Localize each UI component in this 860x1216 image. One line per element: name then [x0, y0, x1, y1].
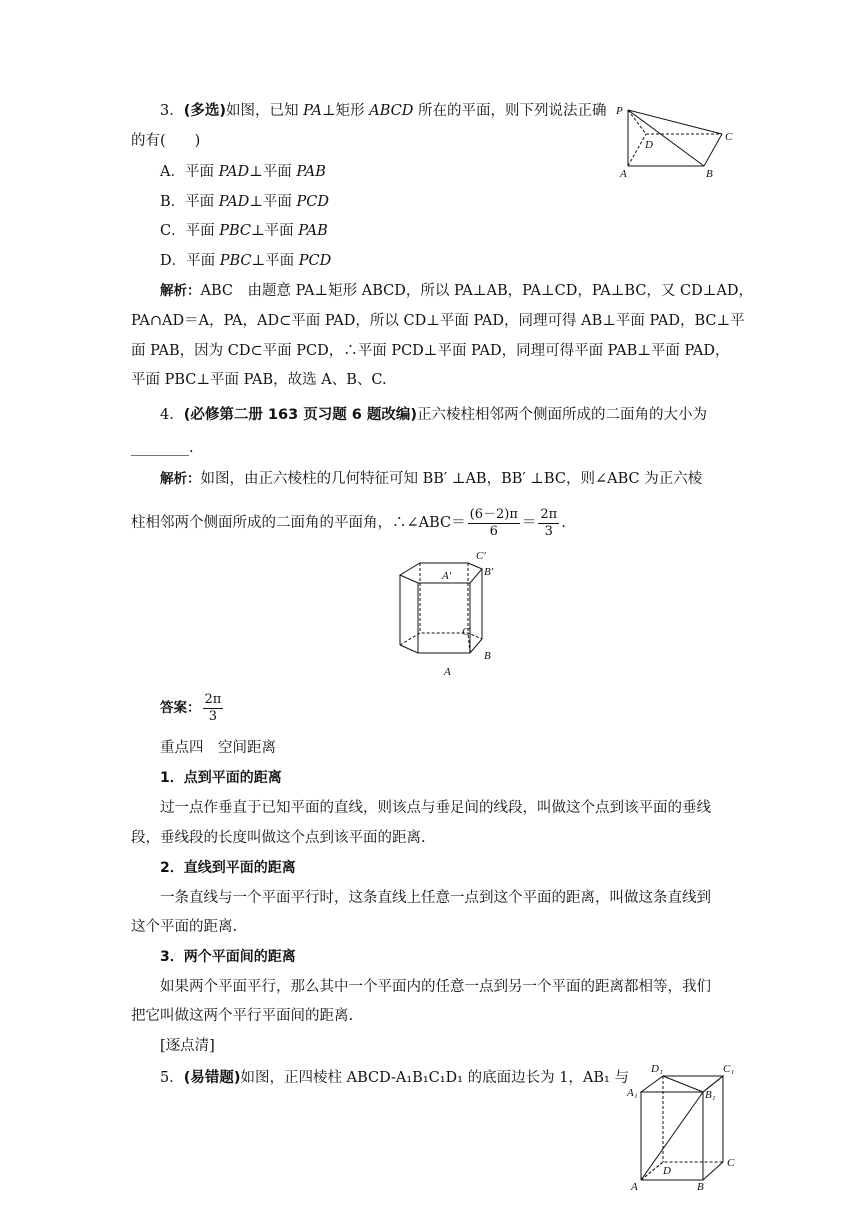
fraction-den: 3 — [208, 708, 218, 724]
label-A1: A₁ — [627, 1087, 638, 1099]
label-B: B — [484, 650, 491, 662]
option-mid: ⊥平面 — [251, 223, 299, 239]
option-plane-1: PAD — [218, 164, 250, 180]
label-A: A — [444, 666, 451, 678]
q3-analysis-line4: 平面 PBC⊥平面 PAB，故选 A、B、C. — [131, 372, 387, 388]
section-text-3b: 把它叫做这两个平行平面间的距离. — [131, 1008, 354, 1024]
answer-fraction — [203, 692, 224, 725]
edge-PB — [628, 110, 704, 166]
q5-prism-figure — [625, 1062, 745, 1192]
q3-analysis-line1 — [160, 281, 753, 301]
label-C-prime: C′ — [476, 550, 486, 562]
label-C: C — [727, 1157, 735, 1169]
q3-text-b: PA — [303, 103, 323, 119]
q3-option-b — [160, 192, 329, 212]
q5-text: 如图，正四棱柱 ABCD-A₁B₁C₁D₁ 的底面边长为 1，AB₁ 与 — [240, 1070, 629, 1086]
q3-line1 — [160, 101, 607, 121]
option-letter: D．平面 — [160, 253, 220, 269]
q3-text-c: ⊥矩形 — [322, 103, 370, 119]
diag-AB1 — [641, 1092, 703, 1180]
q5-tag: (易错题) — [183, 1070, 241, 1086]
fraction-num: (6－2)π — [469, 506, 518, 522]
q3-option-c — [160, 221, 328, 241]
label-A: A — [620, 168, 627, 180]
section-heading-3: 3．两个平面间的距离 — [160, 949, 296, 965]
q4-analysis-line2 — [131, 505, 566, 541]
analysis-text: 如图，由正六棱柱的几何特征可知 BB′ ⊥AB，BB′ ⊥BC，则∠ABC 为正六棱 — [200, 471, 703, 487]
label-B-prime: B′ — [484, 566, 494, 578]
section-text-1a: 过一点作垂直于已知平面的直线，则该点与垂足间的线段，叫做这个点到该平面的垂线 — [160, 800, 711, 816]
analysis-label: 解析： — [160, 283, 201, 299]
q4-hex-prism-figure — [390, 545, 530, 685]
option-plane-2: PAB — [298, 223, 328, 239]
option-letter: C．平面 — [160, 223, 220, 239]
section-heading-1: 1．点到平面的距离 — [160, 770, 282, 786]
analysis-text: 柱相邻两个侧面所成的二面角的平面角，∴∠ABC＝ — [131, 515, 466, 531]
fraction-1 — [468, 507, 520, 540]
option-letter: A．平面 — [160, 164, 219, 180]
q3-pyramid-figure — [610, 100, 740, 180]
option-mid: ⊥平面 — [249, 194, 297, 210]
option-plane-1: PAD — [218, 194, 250, 210]
label-B1: B₁ — [705, 1089, 716, 1101]
label-A: A — [631, 1181, 638, 1192]
option-mid: ⊥平面 — [251, 253, 299, 269]
label-C1: C₁ — [723, 1063, 735, 1075]
option-plane-1: PBC — [219, 223, 251, 239]
period: . — [561, 515, 566, 531]
q3-analysis-line2: PA∩AD＝A，PA，AD⊂平面 PAD，所以 CD⊥平面 PAD，同理可得 AB⊥平面 PAD，BC⊥平 — [131, 313, 745, 329]
analysis-label: 解析： — [160, 471, 201, 487]
q4-text: 正六棱柱相邻两个侧面所成的二面角的大小为 — [417, 407, 708, 423]
q5-number: 5． — [160, 1070, 184, 1086]
edge-PC — [628, 110, 722, 134]
q3-option-a — [160, 162, 326, 182]
q4-line2: ________. — [131, 440, 194, 456]
edge-BC — [704, 134, 722, 166]
fraction-den: 6 — [489, 523, 498, 539]
diag-D1B1 — [663, 1076, 703, 1092]
q3-line2: 的有( ) — [131, 133, 201, 149]
q4-analysis-line1 — [160, 469, 702, 489]
option-letter: B．平面 — [160, 194, 219, 210]
q4-tag: (必修第二册 163 页习题 6 题改编) — [183, 407, 418, 423]
label-C: C — [462, 626, 470, 638]
label-C: C — [725, 131, 733, 143]
section-title: 重点四 空间距离 — [160, 740, 276, 756]
option-mid: ⊥平面 — [249, 164, 297, 180]
edge-AD — [628, 134, 646, 166]
option-plane-2: PCD — [296, 194, 330, 210]
q4-number: 4． — [160, 407, 184, 423]
q3-analysis-line3: 面 PAB，因为 CD⊂平面 PCD，∴平面 PCD⊥平面 PAD，同理可得平面 PAB⊥平面 PAD， — [131, 343, 730, 359]
fraction-2 — [538, 507, 559, 540]
fraction-num: 2π — [540, 506, 558, 522]
label-D: D — [663, 1165, 671, 1177]
bottom-hidden — [641, 1162, 723, 1180]
label-B: B — [697, 1181, 704, 1192]
section-text-2a: 一条直线与一个平面平行时，这条直线上任意一点到这个平面的距离，叫做这条直线到 — [160, 890, 711, 906]
option-plane-2: PAB — [296, 164, 326, 180]
label-A-prime: A′ — [442, 570, 452, 582]
q5-line1 — [160, 1068, 629, 1088]
bottom-visible — [641, 1162, 723, 1180]
fraction-num: 2π — [204, 691, 222, 707]
section-text-2b: 这个平面的距离. — [131, 919, 238, 935]
top-hexagon — [400, 563, 482, 583]
option-plane-1: PBC — [219, 253, 252, 269]
section-text-3a: 如果两个平面平行，那么其中一个平面内的任意一点到另一个平面的距离都相等，我们 — [160, 979, 711, 995]
q3-text-a: 如图，已知 — [226, 103, 304, 119]
note-tag: [逐点清] — [160, 1038, 215, 1054]
q3-number: 3． — [160, 103, 184, 119]
equals-sign: ＝ — [521, 515, 537, 531]
option-plane-2: PCD — [298, 253, 332, 269]
q3-text-e: 所在的平面，则下列说法正确 — [413, 103, 607, 119]
label-D: D — [645, 139, 653, 151]
q4-line1 — [160, 405, 707, 425]
fraction-den: 3 — [544, 523, 553, 539]
q4-answer — [160, 690, 225, 726]
section-text-1b: 段，垂线段的长度叫做这个点到该平面的距离. — [131, 830, 426, 846]
label-P: P — [616, 105, 623, 117]
answer-label: 答案： — [160, 700, 201, 716]
q3-option-d — [160, 251, 331, 271]
label-D1: D₁ — [651, 1063, 663, 1075]
analysis-text: ABC 由题意 PA⊥矩形 ABCD，所以 PA⊥AB，PA⊥CD，PA⊥BC，又 CD⊥AD， — [200, 283, 753, 299]
section-heading-2: 2．直线到平面的距离 — [160, 860, 296, 876]
label-B: B — [706, 168, 713, 180]
q3-text-d: ABCD — [369, 103, 414, 119]
q3-tag: (多选) — [183, 103, 226, 119]
